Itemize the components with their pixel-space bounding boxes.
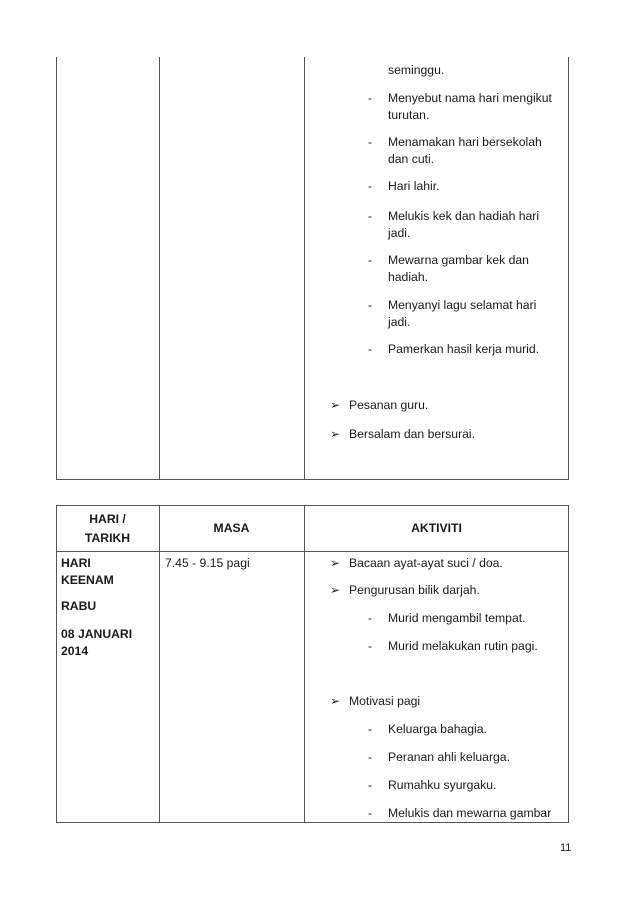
activity-line: Keluarga bahagia. [388, 722, 487, 736]
activity-line: Pamerkan hasil kerja murid. [388, 342, 540, 356]
activity-line: dan cuti. [388, 152, 435, 166]
bullet-text: Bersalam dan bersurai. [349, 427, 475, 441]
arrow-bullet-icon: ➢ [330, 583, 341, 597]
table1-col-divider-2 [304, 57, 305, 480]
bullet-text: Bacaan ayat-ayat suci / doa. [349, 556, 503, 570]
activity-line: seminggu. [388, 63, 445, 77]
table2-col-divider-1 [159, 505, 160, 823]
activity-line: Menyanyi lagu selamat hari [388, 298, 537, 312]
dash-marker: - [368, 209, 373, 223]
dash-marker: - [368, 750, 373, 764]
activity-line: Rumahku syurgaku. [388, 778, 497, 792]
table2-header-divider [56, 551, 569, 552]
dash-marker: - [368, 778, 373, 792]
dash-marker: - [368, 179, 373, 193]
dash-marker: - [368, 342, 373, 356]
activity-line: Murid mengambil tempat. [388, 611, 526, 625]
activity-line: jadi. [388, 315, 411, 329]
dash-marker: - [368, 253, 373, 267]
weekday-label: RABU [61, 599, 97, 613]
table1-col-divider-1 [159, 57, 160, 480]
page-number: 11 [560, 842, 572, 854]
activity-line: turutan. [388, 108, 430, 122]
dash-marker: - [368, 722, 373, 736]
bullet-text: Motivasi pagi [349, 694, 421, 708]
bullet-text: Pesanan guru. [349, 398, 429, 412]
time-range: 7.45 - 9.15 pagi [165, 556, 250, 570]
activity-line: Murid melakukan rutin pagi. [388, 639, 538, 653]
activity-line: hadiah. [388, 270, 428, 284]
day-label: HARI [61, 556, 91, 570]
activity-line: Menyebut nama hari mengikut [388, 91, 552, 105]
dash-marker: - [368, 298, 373, 312]
table1-frame [56, 57, 569, 480]
activity-line: Hari lahir. [388, 179, 440, 193]
dash-marker: - [368, 135, 373, 149]
date-label: 08 JANUARI [61, 627, 133, 641]
arrow-bullet-icon: ➢ [330, 556, 341, 570]
activity-line: Menamakan hari bersekolah [388, 135, 542, 149]
header-masa: MASA [213, 521, 250, 535]
date-label-line2: 2014 [61, 644, 89, 658]
activity-line: Peranan ahli keluarga. [388, 750, 510, 764]
header-aktiviti: AKTIVITI [411, 521, 462, 535]
bullet-text: Pengurusan bilik darjah. [349, 583, 480, 597]
dash-marker: - [368, 806, 373, 820]
header-hari-tarikh: HARI / [89, 512, 126, 526]
arrow-bullet-icon: ➢ [330, 427, 341, 441]
header-hari-tarikh-line2: TARIKH [84, 531, 131, 545]
activity-line: Melukis kek dan hadiah hari [388, 209, 540, 223]
activity-line: jadi. [388, 226, 411, 240]
activity-line: Mewarna gambar kek dan [388, 253, 529, 267]
dash-marker: - [368, 91, 373, 105]
activity-line: Melukis dan mewarna gambar [388, 806, 552, 820]
dash-marker: - [368, 611, 373, 625]
table2-frame [56, 505, 569, 823]
arrow-bullet-icon: ➢ [330, 398, 341, 412]
day-label-line2: KEENAM [61, 573, 114, 587]
dash-marker: - [368, 639, 373, 653]
arrow-bullet-icon: ➢ [330, 694, 341, 708]
table2-col-divider-2 [304, 505, 305, 823]
